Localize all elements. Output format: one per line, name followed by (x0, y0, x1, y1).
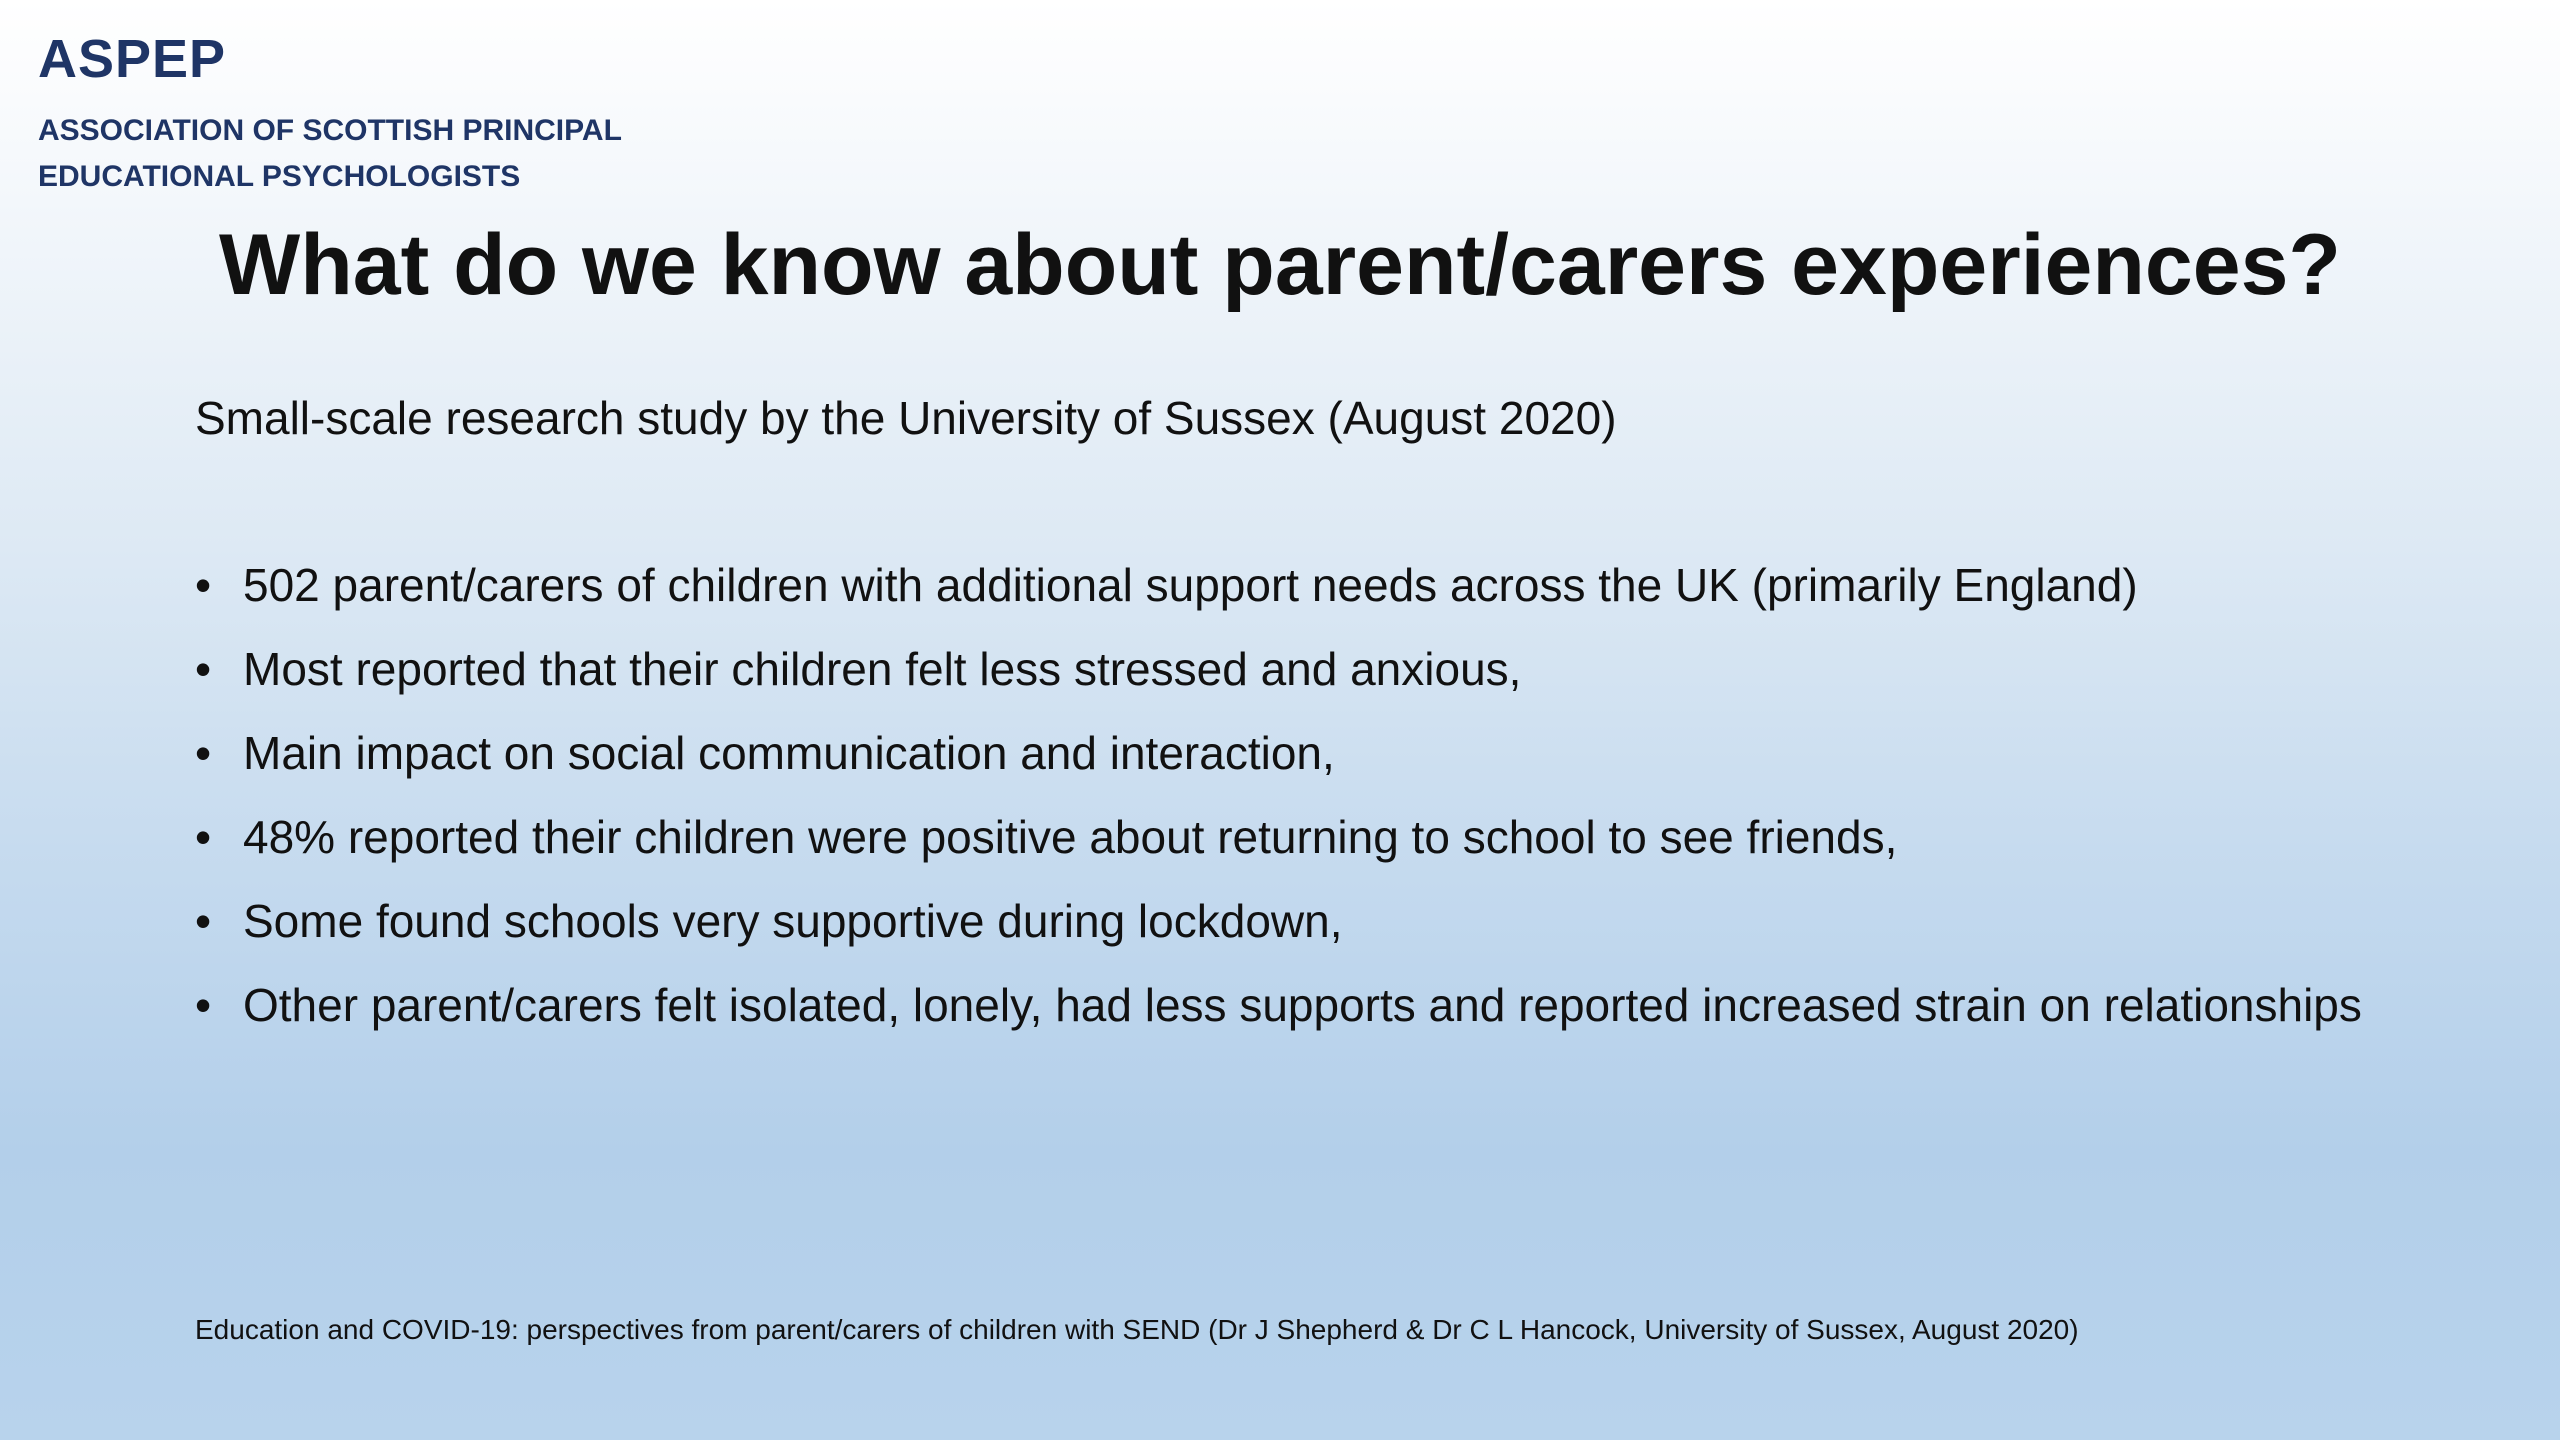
bullet-item (195, 556, 2395, 614)
bullet-item (195, 976, 2395, 1034)
bullet-item (195, 892, 2395, 950)
bullet-text: Main impact on social communication and interaction, (243, 727, 1335, 779)
organization-logo (38, 26, 622, 200)
bullet-text: 48% reported their children were positive about returning to school to see friends, (243, 811, 1898, 863)
bullet-text: Most reported that their children felt less stressed and anxious, (243, 643, 1522, 695)
bullet-icon: • (195, 811, 212, 863)
org-name-line-2: EDUCATIONAL PSYCHOLOGISTS (38, 160, 521, 193)
org-full-name (38, 108, 622, 200)
bullet-text: 502 parent/carers of children with additional support needs across the UK (primarily England) (243, 559, 2138, 611)
slide-subtitle: Small-scale research study by the University of Sussex (August 2020) (195, 392, 1617, 444)
org-name-line-1: ASSOCIATION OF SCOTTISH PRINCIPAL (38, 114, 622, 147)
citation-footnote: Education and COVID-19: perspectives from parent/carers of children with SEND (Dr J Shepherd & Dr C L Hancock, University of Sussex, August 2020) (195, 1314, 2079, 1345)
bullet-icon: • (195, 559, 212, 611)
bullet-icon: • (195, 895, 212, 947)
bullet-list (195, 556, 2395, 1060)
org-abbreviation: ASPEP (38, 29, 227, 89)
bullet-item (195, 640, 2395, 698)
bullet-item (195, 808, 2395, 866)
bullet-icon: • (195, 643, 212, 695)
bullet-text: Other parent/carers felt isolated, lonely, had less supports and reported increased strain on relationships (243, 979, 2362, 1031)
bullet-item (195, 724, 2395, 782)
slide-title: What do we know about parent/carers experiences? (219, 217, 2341, 313)
bullet-text: Some found schools very supportive during lockdown, (243, 895, 1343, 947)
bullet-icon: • (195, 979, 212, 1031)
bullet-icon: • (195, 727, 212, 779)
